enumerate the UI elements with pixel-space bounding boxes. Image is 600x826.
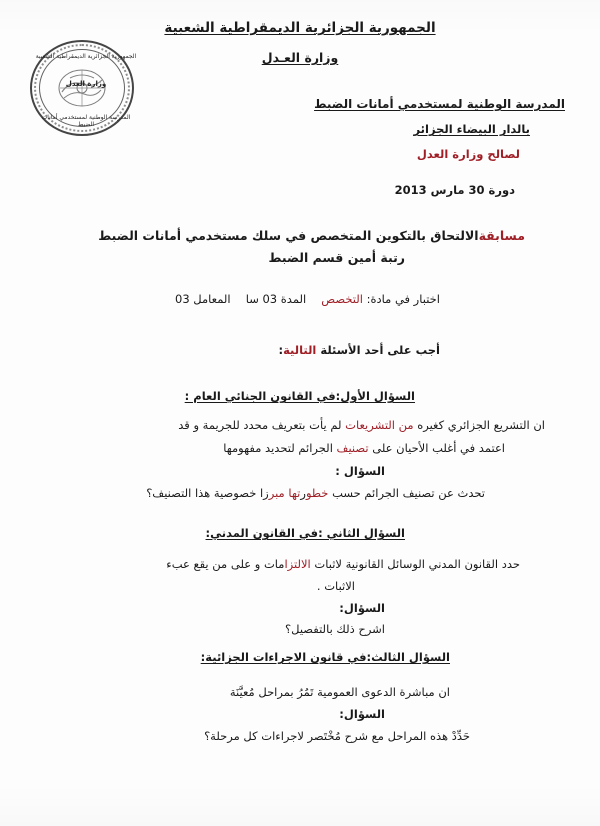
question-3-body-line-1: ان مباشرة الدعوى العمومية تَمُرُ بمراحل مُعيَّنَة <box>229 685 450 699</box>
exam-duration: المدة 03 سا <box>245 292 307 306</box>
text-segment-red: خطو <box>305 486 329 500</box>
school-name: المدرسة الوطنية لمستخدمي أمانات الضبط <box>314 97 565 111</box>
exam-coefficient: المعامل 03 <box>175 292 231 306</box>
text-segment: لم يأت بتعريف محدد للجريمة و قد <box>178 418 346 432</box>
instruction-prefix: أجب على أحد الأسئلة <box>316 343 440 357</box>
text-segment: ان التشريع الجزائري كغيره <box>413 418 545 432</box>
session-date: دورة 30 مارس 2013 <box>394 183 515 197</box>
question-2-prompt-label: السؤال: <box>339 601 385 615</box>
seal-emblem-icon <box>56 66 108 110</box>
question-3-prompt-label: السؤال: <box>339 707 385 721</box>
instruction-suffix: : <box>278 343 284 357</box>
exam-info-row <box>175 292 440 306</box>
ministry-heading: وزارة العـدل <box>261 50 339 65</box>
question-1-body-line-2 <box>223 441 505 455</box>
seal-top-text: الجمهورية الجزائرية الديمقراطية الشعبية <box>35 53 137 60</box>
question-1-heading: السؤال الأول:في القانون الجنائي العام : <box>184 389 415 403</box>
exam-title-line2: رتبة أمين قسم الضبط <box>268 250 405 265</box>
text-segment: اعتمد في أغلب الأحيان على <box>368 441 505 455</box>
text-segment: تحدث عن تصنيف الجرائم حسب <box>328 486 485 500</box>
for-benefit-of: لصالح وزارة العدل <box>416 147 520 161</box>
question-3-prompt-line: حَدِّدْ هذه المراحل مع شرح مُخْتَصر لاجراءات كل مرحلة؟ <box>204 729 470 743</box>
exam-title-keyword: مسابقة <box>478 228 525 243</box>
question-2-body-line-2: الاثبات . <box>316 579 355 593</box>
question-2-body-line-1 <box>166 557 520 571</box>
exam-subject <box>321 292 440 306</box>
text-segment: حدد القانون المدني الوسائل القانونية لاثبات <box>310 557 520 571</box>
question-1-prompt-label: السؤال : <box>335 464 385 478</box>
instruction-keyword: التالية <box>283 343 317 357</box>
text-segment-red: من التشريعات <box>345 418 414 432</box>
text-segment-red: الالتزا <box>284 557 311 571</box>
exam-subject-value: التخصص <box>321 292 363 306</box>
question-1-body-line-1 <box>178 418 545 432</box>
question-1-prompt-line <box>146 486 485 500</box>
answer-instruction <box>278 343 440 357</box>
text-segment: الجرائم لتحديد مفهومها <box>223 441 337 455</box>
text-segment: مات و على من يقع عبء <box>166 557 285 571</box>
seal-bottom-text: المدرسة الوطنية لمستخدمي أمانات الضبط <box>41 114 131 128</box>
question-2-prompt-line: اشرح ذلك بالتفصيل؟ <box>285 622 385 636</box>
exam-title-rest: الالتحاق بالتكوين المتخصص في سلك مستخدمي أمانات الضبط <box>98 228 479 243</box>
question-3-heading: السؤال الثالث:في قانون الاجراءات الجزائية: <box>200 650 450 664</box>
question-2-heading: السؤال الثاني :في القانون المدني: <box>205 526 405 540</box>
republic-heading: الجمهورية الجزائرية الديمقراطية الشعبية <box>164 20 436 36</box>
exam-subject-prefix: اختبار في مادة: <box>362 292 440 306</box>
text-segment-red: تها مبر <box>268 486 301 500</box>
text-segment: زا خصوصية هذا التصنيف؟ <box>146 486 269 500</box>
exam-title-line1 <box>98 228 525 244</box>
text-segment-red: تصنيف <box>336 441 369 455</box>
school-location: بالدار البيضاء الجزائر <box>413 122 530 136</box>
text-segment: ر <box>300 486 306 500</box>
seal-center-text: وزارة العدل <box>65 80 107 88</box>
